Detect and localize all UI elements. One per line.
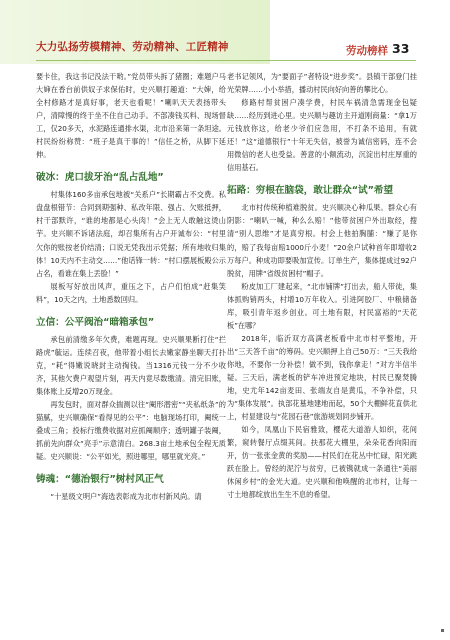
section-heading: 拓路：穷根在脑袋，敢让群众“试”希望	[227, 185, 394, 197]
page-number: 33	[392, 41, 410, 56]
body-paragraph: 要卡住，我这书记没法干哟。”党员带头拆了猪圈；难题户马大婶在香台前供奴子求保佑时，史兴顺打趣道：“大婶，给全村修路才是真好事，老天也看呢！”喇叭天天表扬带头户，清障慢的终于坐不住自己动手。不部凑钱买料、现场督工，仅20多天，水泥路连通排水渠，北市沿来第一条坦途。村民纷纷称赞：“班子是真干事的！”信任之桥，从脚下延伸。	[36, 72, 226, 160]
body-paragraph: 展板写好放出风声，重压之下，占户们怕成“赶集笑料”，10天之内，土地悉数回归。	[36, 281, 226, 304]
section-heading: 铸魂：“德治银行”树村风正气	[36, 474, 164, 486]
body-paragraph: 粉皮加工厂建起来，“北市铺牌”打出去，船人带徒，集体抓购销两头，村增10万年收入。引进阿胶厂、中粮储备库，吸引青年返乡创业。可土地有限，村民富裕的“天花板”在哪？	[227, 281, 417, 330]
body-paragraph: 如今，凤凰山下民宿雅致，樱花大道游人如织，花间繁，窥转餐厅点缀其间。扶那花大棚里，朵朵花香向阳而开，仿一张张金黄的奖励——村民们在花丛中忙碌，阳光跳跃在脸上。曾经的泥泞与贫穷，已被镌就成一条通往“美丽休闲乡村”的金光大道。史兴顺和他唤醒的北市村，让每一寸土地都绽放出生生不息的希望。	[227, 425, 417, 500]
body-paragraph: 2018年，临沂双方高满老板看中北市村平整地，开出“三天答千亩”的筹码。史兴顺押上自己50万：“三天我给你地，不要你一分补偿！做不到，钱你拿走！”对方半信半疑。三天后，满老板的铲车冲进预定地块，村民已聚焚腾地，史尤年142亩麦田、张端友自是黄瓜，不争补偿，只为“集体发展”。执部花墓地建地而起，50个大棚鲜花直供北上，村显建设与“花园石巷”旅游规划同步铺开。	[227, 333, 417, 422]
header-banner	[0, 0, 270, 64]
body-paragraph: “十星级文明户”海选表彰成为北市村新风尚。请	[50, 492, 202, 502]
body-paragraph: 修路村帮贫困户凑学费，村民车祸清急需现金包疑缺……经历到进心里。史兴顺与趣访主开道刚商量：“拿1万元钱放你这，给老少爷们应急用，不打条不追用，有就还！”这“道德银行”十年无失信，被誉为诚信密码，连不会用微信的老人也受益。善意的小额流动，沉淀出村庄厚重的信用基石。	[227, 98, 417, 173]
body-paragraph: 村集体160多亩承包地被“关系户”长期霸占不交费。私盘盘根错节：合同到期强种、私改年限、强占、欠账抵押，村干部默许，“谁的地都是心头肉！”会上无人敢触这烫山芋。史兴顺不诉诸法庭，却召集所有占户开诚布公：“村里欠你的账按老价结清；口说无凭我出示凭据；所有地收归集体！10天内不主动交……”他话锋一转：“村口摆展板殿公示占名，看谁在集上丢脸！”	[36, 190, 226, 278]
page-header	[0, 0, 450, 64]
page-corner-mark	[441, 629, 444, 632]
column-name: 劳动榜样	[346, 45, 388, 57]
section-heading: 破冰：虎口拔牙治“乱占乱地”	[36, 172, 164, 184]
header-slogan: 大力弘扬劳模精神、劳动精神、工匠精神	[36, 41, 229, 53]
body-paragraph: 再发包时，面对群众揣测以往“阉形潜密”“夹私纸条”的猫腻，史兴顺确保“看得见的公平”：电脑现场打印，阉统一叠成三角；投标行缴费收据对应抓阉顺序；透明罐子装阉，抓前先向群众“亮手”示意清白。268.3亩土地承包全程无质疑。史兴顺说：“公平如光，照进哪里，哪里就光亮。”	[36, 399, 226, 462]
section-heading: 立信：公平阀治“暗箱承包”	[36, 316, 155, 328]
left-column	[36, 70, 226, 503]
right-column	[227, 70, 417, 501]
body-paragraph: 老书记领风，为“要面子”者特设“进步奖”。县镇干部登门挂光荣牌……小小举措，播动村民向好向善的攀比心。	[227, 72, 417, 95]
header-divider	[36, 60, 416, 61]
body-paragraph: 北市村传统种植难脱贫。史兴顺决心种瓜果。群众心有阴影：“喇叭一喊，种么么赔！”他带贫困户外出取经，搜清“别人思维”才是真穷根。村会上他拍胸脯：“赚了是你的，赔了我每亩赔1000斤小麦！”20余户试种首年即增收2万每户。种成功即要吸加宣传。订单生产，集体提成过92户脱贫，用牌“省级贫困村”帽子。	[227, 203, 417, 278]
body-paragraph: 承包前清缴多年欠费，难题再现。史兴顺果断打住“拦路虎”毓运。连续召夜，他带着小组长去嫩家静坐聊天打扑克，“耗”得嫩说晓封主动掏钱。当1316元钱一分不少收齐，其他欠费户观望片刻，再天内竟尽数缴清。清完旧账，集体账上反增20万现金。	[36, 334, 226, 396]
